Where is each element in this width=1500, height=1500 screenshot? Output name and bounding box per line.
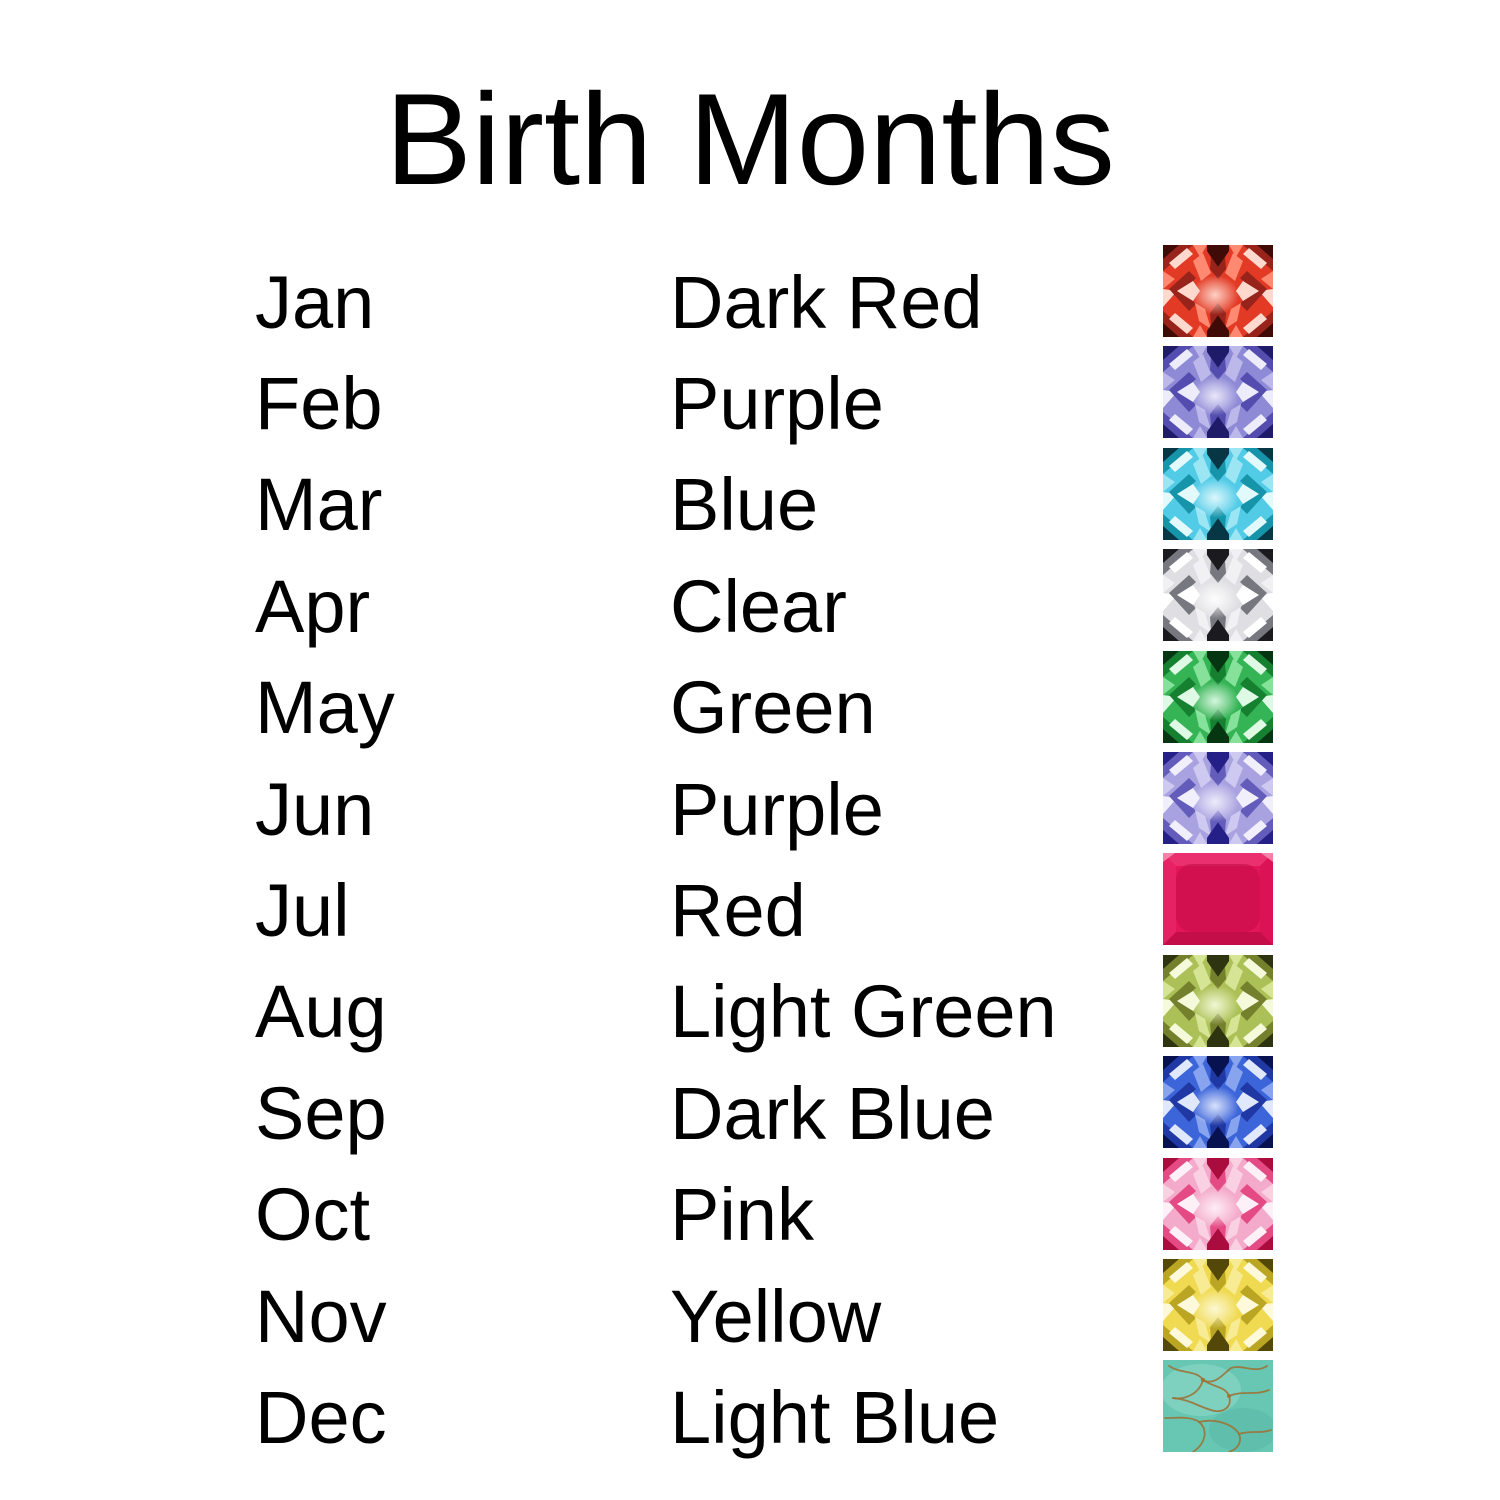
month-label: Jun <box>255 767 375 851</box>
month-label: Dec <box>255 1376 387 1460</box>
birthstone-color-label: Light Blue <box>670 1376 1000 1460</box>
birthstone-color-label: Red <box>670 869 806 953</box>
month-label: Jan <box>255 260 375 344</box>
birthstone-color-label: Purple <box>670 767 884 851</box>
table-row <box>0 752 1500 853</box>
table-row <box>0 346 1500 447</box>
table-row <box>0 651 1500 752</box>
table-row <box>0 1158 1500 1259</box>
gem-swatch-mar <box>1163 448 1273 540</box>
table-row <box>0 1259 1500 1360</box>
gem-swatch-jun <box>1163 752 1273 844</box>
table-row <box>0 549 1500 650</box>
month-label: Feb <box>255 362 383 446</box>
month-label: Sep <box>255 1071 387 1155</box>
birthstone-color-label: Pink <box>670 1173 814 1257</box>
gem-swatch-may <box>1163 651 1273 743</box>
birthstone-color-label: Clear <box>670 564 847 648</box>
birthstone-color-label: Dark Red <box>670 260 983 344</box>
birthstone-color-label: Green <box>670 666 876 750</box>
gem-swatch-feb <box>1163 346 1273 438</box>
birthstone-color-label: Purple <box>670 362 884 446</box>
month-label: May <box>255 666 395 750</box>
month-label: Aug <box>255 970 387 1054</box>
table-row <box>0 955 1500 1056</box>
month-label: Apr <box>255 564 371 648</box>
month-label: Jul <box>255 869 350 953</box>
birthstone-table <box>0 245 1500 1462</box>
month-label: Oct <box>255 1173 371 1257</box>
gem-swatch-sep <box>1163 1056 1273 1148</box>
gem-swatch-oct <box>1163 1158 1273 1250</box>
table-row <box>0 1056 1500 1157</box>
gem-swatch-apr <box>1163 549 1273 641</box>
gem-swatch-column <box>1163 245 1273 1452</box>
gem-swatch-nov <box>1163 1259 1273 1351</box>
month-label: Nov <box>255 1274 387 1358</box>
gem-swatch-aug <box>1163 955 1273 1047</box>
birthstone-color-label: Dark Blue <box>670 1071 995 1155</box>
birthstone-color-label: Yellow <box>670 1274 882 1358</box>
table-row <box>0 1360 1500 1461</box>
page-title: Birth Months <box>385 66 1115 212</box>
gem-swatch-dec <box>1163 1360 1273 1452</box>
birthstone-color-label: Light Green <box>670 970 1057 1054</box>
table-row <box>0 853 1500 954</box>
month-label: Mar <box>255 463 383 547</box>
birthstone-color-label: Blue <box>670 463 819 547</box>
table-row <box>0 245 1500 346</box>
table-row <box>0 448 1500 549</box>
gem-swatch-jul <box>1163 853 1273 945</box>
gem-swatch-jan <box>1163 245 1273 337</box>
